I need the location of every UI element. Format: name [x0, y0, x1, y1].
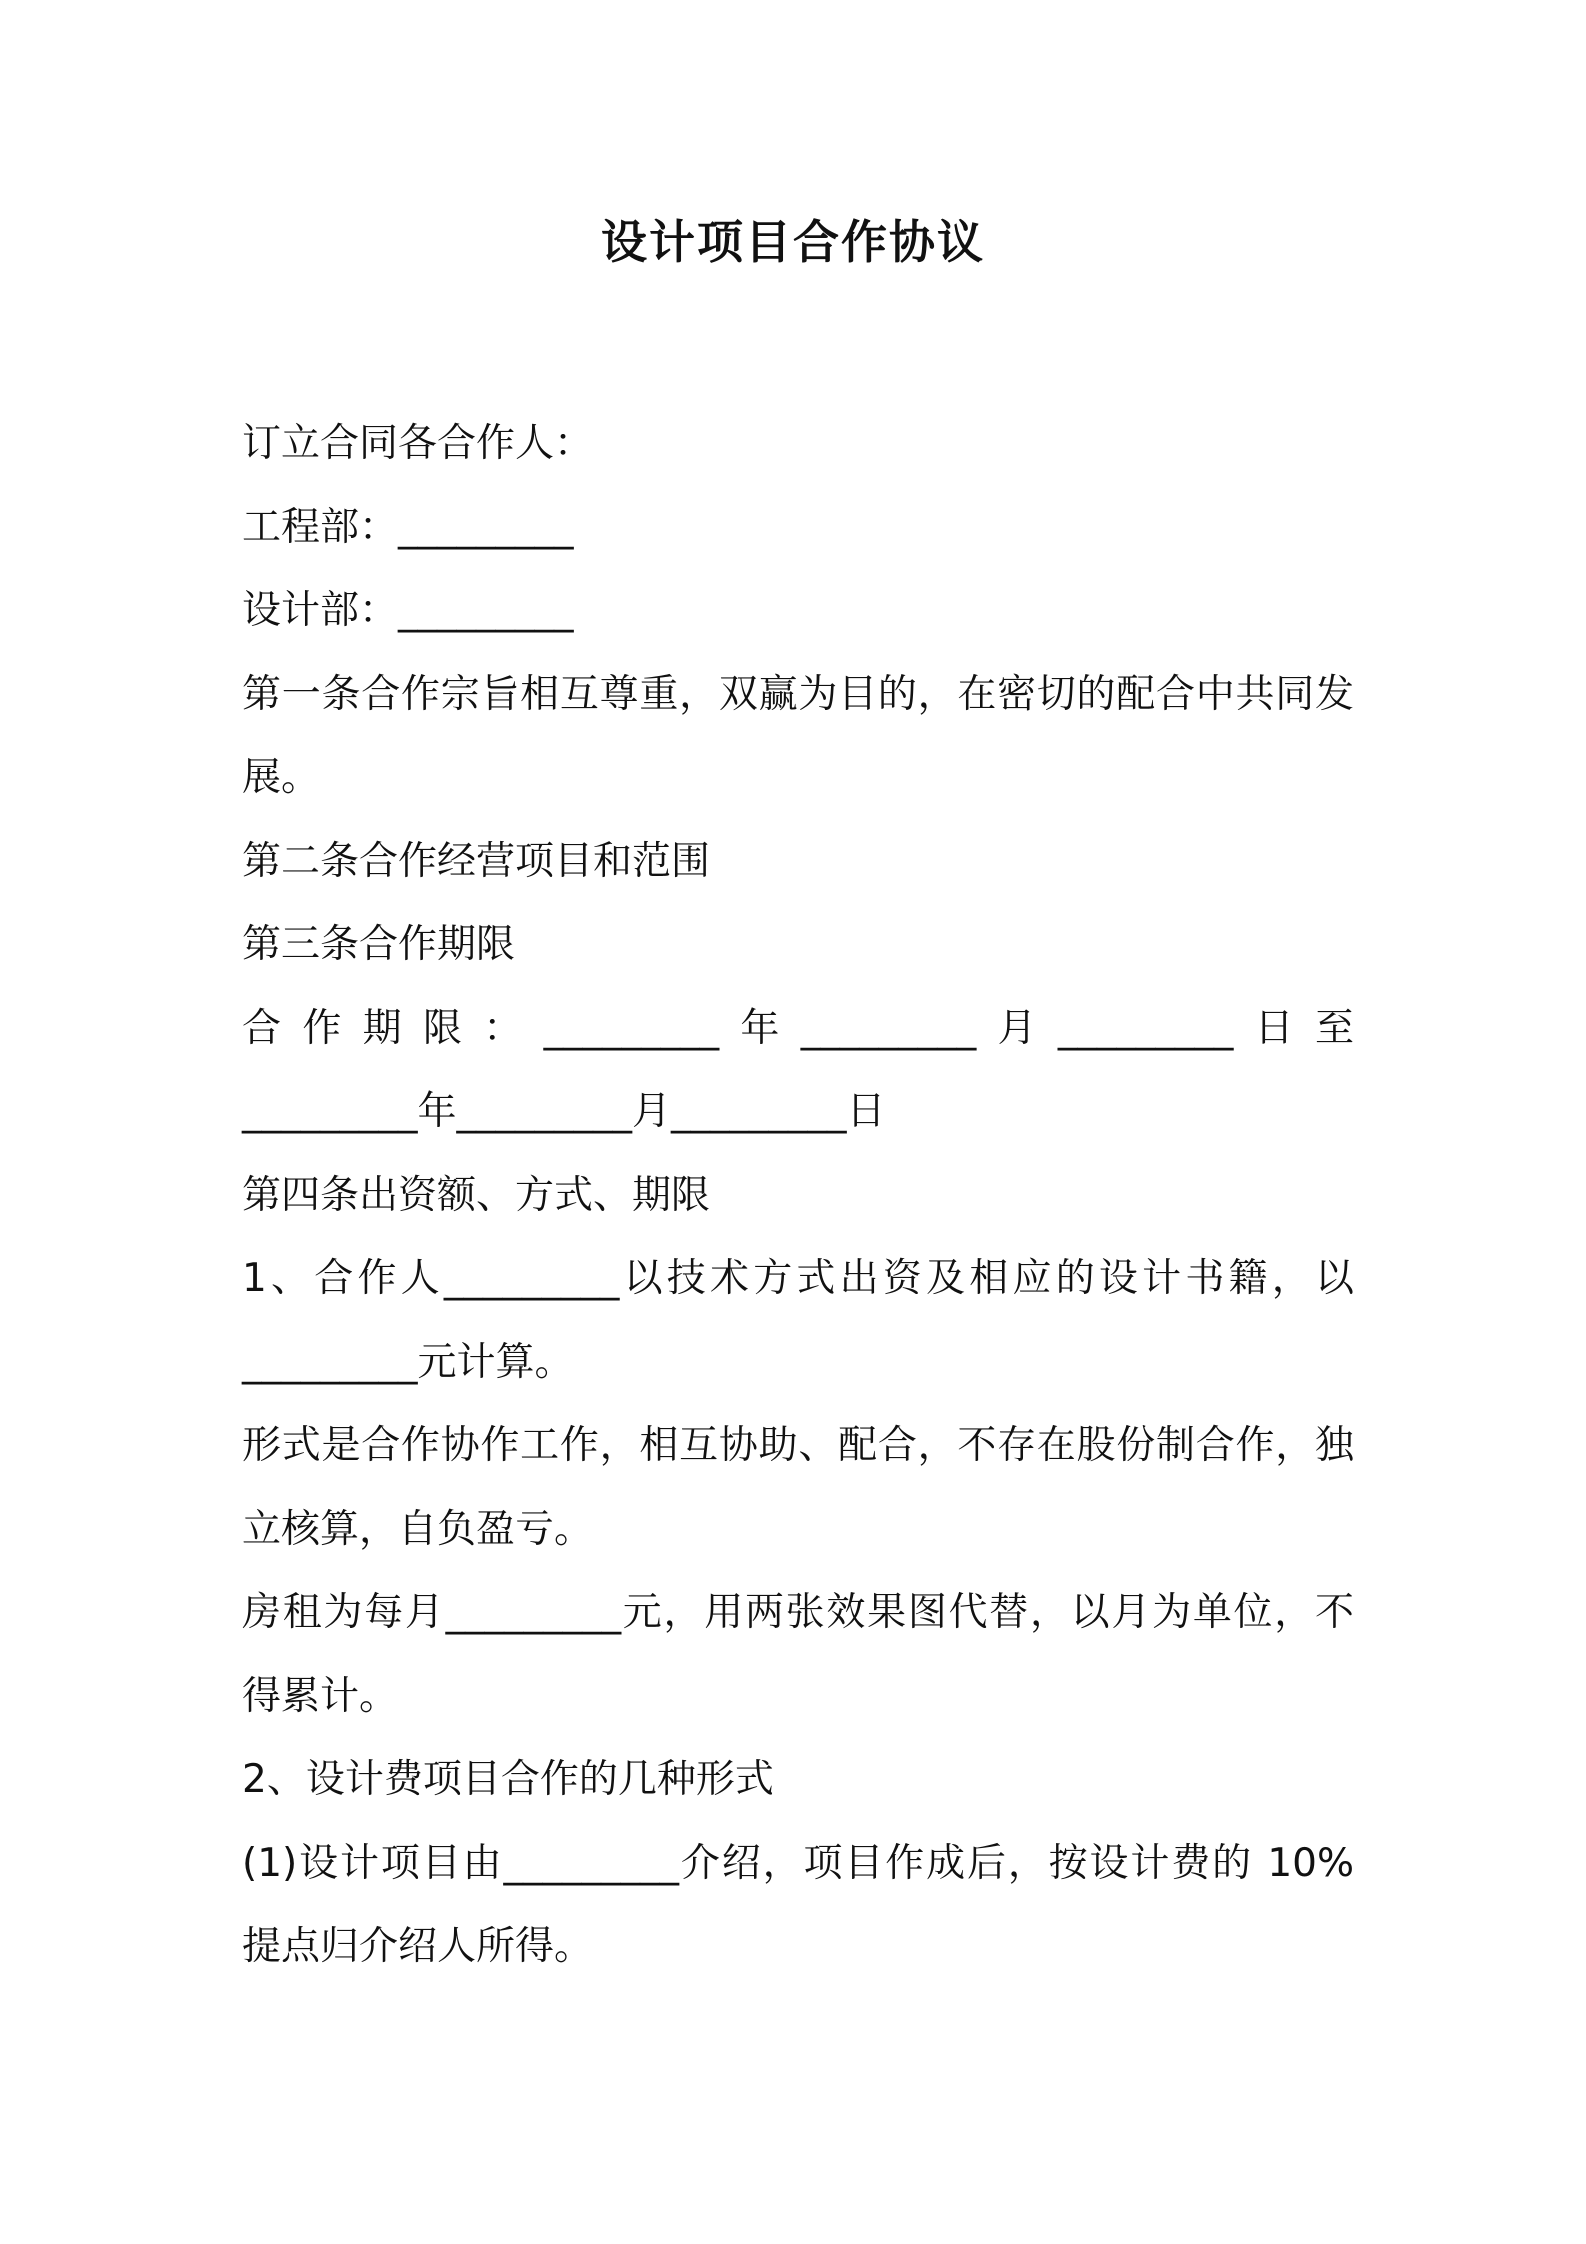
document-title: 设计项目合作协议 — [601, 215, 985, 269]
parties-heading: 订立合同各合作人： — [242, 421, 594, 466]
article-4-heading: 第四条出资额、方式、期限 — [242, 1172, 711, 1218]
design-fee-heading: 2、设计费项目合作的几种形式 — [242, 1757, 774, 1802]
engineering-dept-line: 工程部：_________ — [242, 504, 574, 550]
design-dept-line: 设计部：_________ — [242, 588, 574, 633]
rent-line-1: 房租为每月_________元，用两张效果图代替，以月为单位，不 — [242, 1590, 1354, 1635]
form-line-1: 形式是合作协作工作，相互协助、配合，不存在股份制合作，独 — [242, 1423, 1354, 1468]
article-1-line-2: 展。 — [242, 755, 321, 800]
contribution-line-1: 1、合作人_________以技术方式出资及相应的设计书籍，以 — [242, 1256, 1354, 1301]
design-fee-item-1-line-2: 提点归介绍人所得。 — [242, 1924, 594, 1969]
article-1-line-1: 第一条合作宗旨相互尊重，双赢为目的，在密切的配合中共同发 — [242, 671, 1354, 717]
design-fee-item-1-line-1: (1)设计项目由_________介绍，项目作成后，按设计费的 10% — [242, 1840, 1354, 1886]
contribution-line-2: _________元计算。 — [242, 1339, 574, 1385]
term-line-1: 合作期限：_________年_________月_________日至 — [242, 1005, 1354, 1051]
form-line-2: 立核算，自负盈亏。 — [242, 1506, 594, 1552]
document-body — [242, 402, 1354, 1989]
rent-line-2: 得累计。 — [242, 1673, 399, 1719]
article-3-heading: 第三条合作期限 — [242, 922, 516, 967]
term-line-2: _________年_________月_________日 — [242, 1089, 886, 1134]
article-2-heading: 第二条合作经营项目和范围 — [242, 838, 711, 884]
